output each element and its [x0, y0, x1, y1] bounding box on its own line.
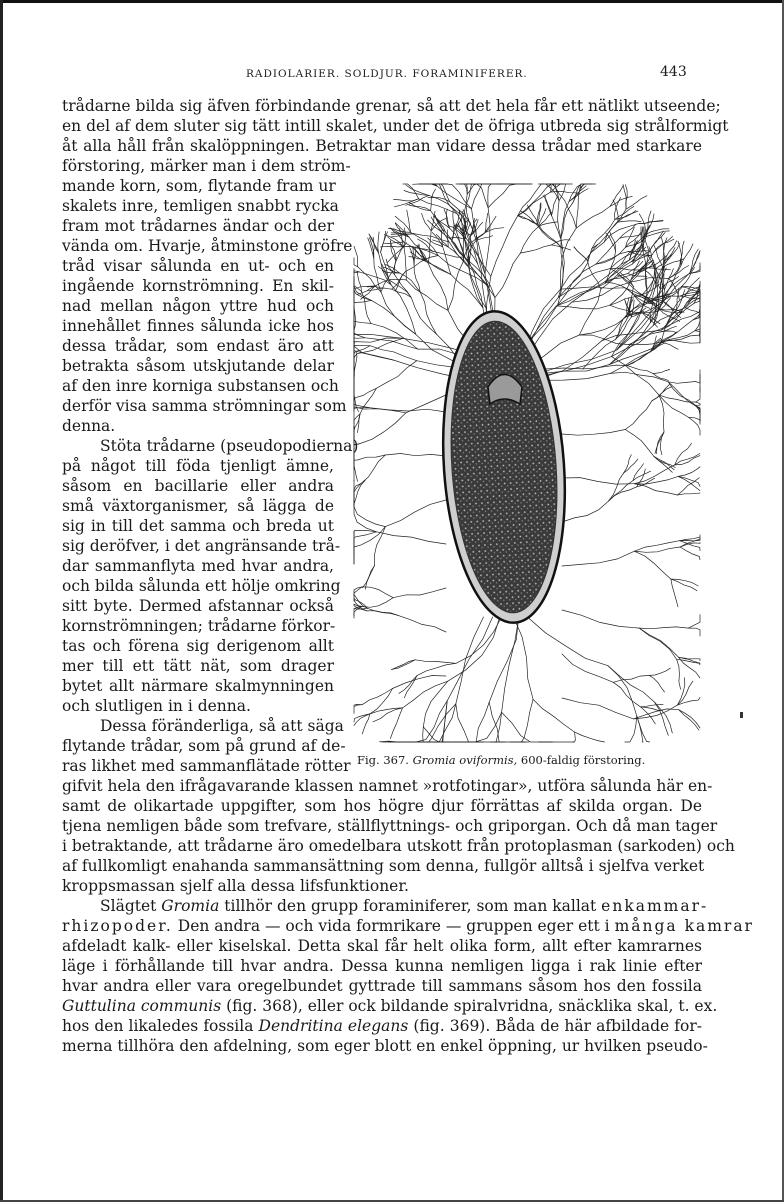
column-text-line: och bilda sålunda ett hölje omkring: [62, 577, 341, 595]
pseudopodium-filament: [370, 689, 393, 714]
pseudopodium-filament: [362, 598, 393, 608]
text-line: af fullkomligt enahanda sammansättning som denna, fullgör alltså i sjelfva verket: [62, 857, 705, 875]
pseudopodium-filament: [456, 617, 484, 704]
pseudopodium-filament: [428, 263, 448, 311]
emphasized-term: många kamrar: [614, 917, 754, 935]
pseudopodium-filament: [502, 617, 519, 712]
pseudopodium-filament: [354, 460, 358, 482]
pseudopodium-filament: [354, 532, 377, 541]
pseudopodium-filament: [575, 732, 605, 742]
pseudopodium-filament: [626, 196, 647, 209]
pseudopodium-filament: [393, 676, 447, 689]
pseudopodium-filament: [637, 716, 650, 742]
column-text-line: dessa trådar, som endast äro att: [62, 337, 334, 355]
pseudopodium-filament: [677, 659, 681, 689]
gromia-oviformis-illustration: [352, 182, 702, 747]
pseudopodium-filament: [456, 617, 501, 663]
figure-number: Fig. 367.: [357, 753, 409, 767]
pseudopodium-filament: [654, 702, 668, 736]
column-text-line: flytande trådar, som på grund af de-: [62, 737, 346, 755]
column-text-line: betrakta såsom utskjutande delar: [62, 357, 334, 375]
pseudopodium-filament: [495, 253, 521, 298]
pseudopodium-filament: [689, 628, 701, 636]
pseudopodium-filament: [562, 698, 634, 719]
page-scan-border-top: [0, 0, 784, 3]
pseudopodium-filament: [414, 234, 449, 243]
pseudopodium-filament: [431, 189, 436, 211]
pseudopodium-filament: [420, 292, 436, 334]
pseudopodium-filament: [446, 209, 449, 228]
pseudopodium-filament: [521, 699, 533, 742]
pseudopodium-filament: [569, 186, 586, 202]
pseudopodium-filament: [654, 246, 663, 268]
pseudopodium-filament: [561, 203, 573, 238]
pseudopodium-filament: [371, 323, 418, 349]
pseudopodium-filament: [696, 404, 701, 405]
text-span: Den andra — och vida formrikare — gruppen eger ett i: [172, 917, 615, 935]
pseudopodium-filament: [613, 682, 640, 707]
pseudopodium-filament: [502, 712, 539, 742]
genus-name: Guttulina communis: [62, 997, 222, 1015]
text-span: tillhör den grupp foraminiferer, som man kallat: [219, 897, 602, 915]
pseudopodium-filament: [491, 216, 518, 276]
pseudopodium-filament: [618, 221, 641, 222]
pseudopodium-filament: [685, 308, 700, 315]
pseudopodium-filament: [583, 339, 616, 369]
pseudopodium-filament: [642, 279, 655, 296]
pseudopodium-filament: [647, 268, 670, 270]
pseudopodium-filament: [456, 704, 470, 742]
pseudopodium-filament: [448, 261, 464, 310]
pseudopodium-filament: [639, 628, 676, 659]
pseudopodium-filament: [579, 289, 600, 335]
pseudopodium-filament: [527, 617, 608, 666]
text-line: tjena nemligen både som trefvare, ställflyttnings- och griporgan. Och då man tager: [62, 817, 718, 835]
pseudopodium-filament: [573, 732, 576, 742]
column-text-line: Stöta trådarne (pseudopodierna): [100, 437, 359, 455]
pseudopodium-filament: [678, 493, 701, 495]
pseudopodium-filament: [354, 345, 370, 347]
figure-species-name: Gromia oviformis,: [412, 753, 518, 767]
pseudopodium-filament: [562, 551, 634, 566]
page-scan-border-left: [0, 0, 3, 1202]
pseudopodium-filament: [678, 476, 700, 490]
pseudopodium-filament: [663, 340, 699, 343]
pseudopodium-filament: [616, 317, 632, 339]
pseudopodium-filament: [660, 342, 678, 349]
pseudopodium-filament: [473, 702, 490, 742]
pseudopodium-filament: [574, 247, 588, 261]
text-line: en del af dem sluter sig tätt intill skalet, under det de öfriga utbreda sig strålformigt: [62, 117, 729, 135]
pseudopodium-filament: [675, 454, 700, 465]
pseudopodium-filament: [576, 206, 610, 228]
column-text-line: innehållet finnes sålunda icke hos: [62, 317, 334, 335]
text-line: [62, 917, 754, 936]
pseudopodium-filament: [633, 464, 643, 481]
column-text-line: fram mot trådarnes ändar och der: [62, 217, 334, 235]
pseudopodium-filament: [384, 242, 404, 244]
pseudopodium-filament: [649, 668, 670, 675]
pseudopodium-filament: [602, 330, 662, 341]
column-text-line: små växtorganismer, så lägga de: [62, 497, 334, 515]
pseudopodium-filament: [365, 566, 374, 590]
column-text-line: bytet allt närmare skalmynningen: [62, 677, 334, 695]
text-line: trådarne bilda sig äfven förbindande grenar, så att det hela får ett nätlikt utseende;: [62, 97, 721, 115]
pseudopodium-filament: [468, 267, 486, 309]
pseudopodium-filament: [362, 587, 393, 598]
pseudopodium-filament: [376, 361, 416, 389]
pseudopodium-filament: [372, 300, 416, 334]
pseudopodium-filament: [538, 212, 551, 227]
column-text-line: tas och förena sig derigenom allt: [62, 637, 334, 655]
column-text-line: och slutligen in i denna.: [62, 697, 251, 715]
pseudopodium-filament: [488, 184, 516, 208]
pseudopodium-filament: [625, 430, 654, 457]
scan-speck: [740, 712, 743, 718]
pseudopodium-filament: [562, 501, 609, 522]
text-line: åt alla håll från skalöppningen. Betraktar man vidare dessa trådar med starkare: [62, 137, 702, 155]
pseudopodium-filament: [354, 507, 385, 527]
pseudopodium-filament: [640, 705, 663, 707]
pseudopodium-filament: [354, 320, 371, 324]
column-text-line: sig in till det samma och breda ut: [62, 517, 334, 535]
emphasized-term: enkammar-: [601, 897, 709, 915]
pseudopodium-filament: [596, 247, 626, 264]
pseudopodium-filament: [696, 387, 700, 402]
page-number: 443: [660, 64, 687, 80]
pseudopodium-filament: [354, 246, 358, 267]
pseudopodium-filament: [354, 300, 372, 307]
pseudopodium-filament: [625, 716, 637, 742]
pseudopodium-filament: [354, 444, 359, 460]
column-text-line: Dessa föränderliga, så att säga: [100, 717, 344, 735]
running-header: RADIOLARIER. SOLDJUR. FORAMINIFERER.: [246, 68, 528, 80]
pseudopodium-filament: [689, 418, 700, 422]
pseudopodium-filament: [646, 229, 669, 235]
text-line: gifvit hela den ifrågavarande klassen namnet »rotfotingar», utföra sålunda här en-: [62, 777, 713, 795]
pseudopodium-filament: [699, 317, 700, 335]
text-span: (fig. 368), eller ock bildande spiralvridna, snäcklika skal, t. ex.: [221, 997, 718, 1015]
pseudopodium-filament: [423, 681, 448, 727]
pseudopodium-filament: [552, 195, 559, 216]
column-text-line: dar sammanflyta med hvar andra,: [62, 557, 334, 575]
pseudopodium-filament: [634, 551, 671, 579]
pseudopodium-filament: [354, 504, 377, 532]
pseudopodium-filament: [377, 532, 447, 544]
pseudopodium-filament: [419, 199, 458, 214]
pseudopodium-filament: [394, 274, 411, 297]
column-text-line: såsom en bacillarie eller andra: [62, 477, 334, 495]
pseudopodium-filament: [417, 663, 456, 675]
pseudopodium-filament: [387, 247, 403, 263]
pseudopodium-filament: [470, 263, 483, 307]
pseudopodium-filament: [556, 283, 605, 306]
text-line: [62, 997, 718, 1016]
pseudopodium-filament: [640, 707, 655, 724]
pseudopodium-filament: [361, 455, 386, 484]
pseudopodium-filament: [634, 709, 679, 719]
pseudopodium-filament: [609, 473, 624, 501]
pseudopodium-filament: [671, 579, 678, 607]
pseudopodium-filament: [639, 627, 688, 629]
pseudopodium-filament: [354, 333, 365, 338]
pseudopodium-filament: [415, 660, 456, 664]
genus-name: Dendritina elegans: [258, 1017, 409, 1035]
pseudopodium-filament: [391, 285, 416, 334]
column-text-line: sitt byte. Dermed afstannar också: [62, 597, 334, 615]
pseudopodium-filament: [652, 384, 670, 401]
pseudopodium-filament: [403, 184, 419, 199]
pseudopodium-filament: [354, 587, 362, 596]
pseudopodium-filament: [612, 357, 659, 395]
pseudopodium-filament: [448, 617, 500, 681]
column-text-line: af den inre korniga substansen och: [62, 377, 339, 395]
emphasized-term: rhizopoder.: [62, 917, 173, 935]
text-span: Slägtet: [100, 897, 162, 915]
pseudopodium-filament: [678, 467, 700, 477]
genus-name: Gromia: [161, 897, 220, 915]
text-line: merna tillhöra den afdelning, som eger blott en enkel öppning, ur hvilken pseudo-: [62, 1037, 708, 1055]
pseudopodium-filament: [378, 232, 379, 253]
pseudopodium-filament: [392, 660, 416, 670]
pseudopodium-filament: [385, 500, 446, 527]
pseudopodium-filament: [610, 186, 623, 207]
column-text-line: skalets inre, temligen snabbt rycka: [62, 197, 339, 215]
pseudopodium-filament: [605, 282, 635, 296]
figure-magnification: 600-faldig förstoring.: [517, 753, 646, 767]
pseudopodium-filament: [653, 370, 670, 374]
text-line: [62, 1017, 702, 1036]
pseudopodium-filament: [447, 617, 492, 701]
text-line: kroppsmassan sjelf alla dessa lifsfunktioner.: [62, 877, 409, 895]
pseudopodium-filament: [690, 249, 698, 273]
pseudopodium-filament: [521, 227, 539, 253]
pseudopodium-filament: [668, 382, 700, 384]
pseudopodium-filament: [404, 676, 417, 698]
pseudopodium-filament: [680, 547, 700, 560]
column-text-line: kornströmningen; trådarne förkor-: [62, 617, 336, 635]
pseudopodium-filament: [659, 395, 689, 418]
column-text-line: sig deröfver, i det angränsande trå-: [62, 537, 341, 555]
pseudopodium-filament: [626, 227, 635, 247]
pseudopodium-filament: [367, 611, 398, 616]
pseudopodium-filament: [634, 547, 680, 552]
pseudopodium-filament: [423, 727, 445, 742]
pseudopodium-filament: [462, 712, 502, 742]
pseudopodium-filament: [447, 230, 448, 247]
column-text-line: ingående kornströmning. En skil-: [62, 277, 334, 295]
pseudopodium-filament: [472, 209, 486, 274]
text-line: i betraktande, att trådarne äro omedelbara utskott från protoplasman (sarkoden) och: [62, 837, 735, 855]
pseudopodium-filament: [419, 244, 426, 260]
pseudopodium-filament: [627, 366, 653, 374]
figure-caption: [357, 753, 645, 767]
pseudopodium-filament: [354, 339, 393, 360]
pseudopodium-filament: [354, 608, 367, 609]
text-line: samt de olikartade uppgifter, som hos högre djur förrättas af skilda organ. De: [62, 797, 702, 815]
pseudopodium-filament: [451, 274, 483, 307]
pseudopodium-filament: [562, 430, 625, 436]
pseudopodium-filament: [406, 280, 448, 311]
pseudopodium-filament: [679, 710, 699, 730]
pseudopodium-filament: [485, 208, 490, 274]
pseudopodium-filament: [381, 232, 388, 252]
column-text-line: denna.: [62, 417, 116, 435]
pseudopodium-filament: [689, 615, 701, 629]
text-line: afdeladt kalk- eller kiselskal. Detta skal får helt olika form, allt efter kamrarnes: [62, 937, 702, 955]
pseudopodium-filament: [649, 675, 664, 692]
text-line: [62, 897, 709, 916]
pseudopodium-filament: [398, 615, 446, 632]
pseudopodium-filament: [359, 413, 406, 444]
column-text-line: derför visa samma strömningar som: [62, 397, 347, 415]
pseudopodium-filament: [367, 608, 398, 615]
pseudopodium-filament: [411, 297, 437, 334]
pseudopodium-filament: [562, 654, 613, 682]
pseudopodium-filament: [604, 224, 638, 243]
pseudopodium-filament: [494, 712, 502, 742]
pseudopodium-filament: [562, 610, 639, 628]
pseudopodium-filament: [469, 264, 483, 308]
pseudopodium-filament: [390, 708, 402, 739]
column-text-line: mer till ett tätt nät, som drager: [62, 657, 334, 675]
pseudopodium-filament: [630, 278, 668, 283]
pseudopodium-filament: [605, 262, 632, 282]
pseudopodium-filament: [489, 617, 519, 702]
pseudopodium-filament: [514, 617, 534, 699]
pseudopodium-filament: [696, 402, 700, 405]
column-text-line: nad mellan någon yttre hud och: [62, 297, 334, 315]
pseudopodium-filament: [456, 230, 464, 261]
pseudopodium-filament: [634, 541, 679, 552]
pseudopodium-filament: [354, 438, 359, 445]
pseudopodium-filament: [689, 418, 700, 436]
pseudopodium-filament: [618, 211, 638, 222]
pseudopodium-filament: [466, 194, 473, 229]
text-span: (fig. 369). Båda de här afbildade for-: [408, 1017, 703, 1035]
pseudopodium-filament: [608, 666, 637, 716]
pseudopodium-filament: [678, 478, 700, 495]
pseudopodium-filament: [354, 705, 362, 714]
pseudopodium-filament: [393, 588, 446, 598]
pseudopodium-filament: [354, 480, 365, 504]
pseudopodium-filament: [354, 338, 403, 358]
pseudopodium-filament: [624, 459, 638, 473]
text-line: hvar andra eller vara oregelbundet gyttrade till sammans såsom hos den fossila: [62, 977, 702, 995]
pseudopodium-filament: [625, 401, 652, 430]
column-text-line: vända om. Hvarje, åtminstone gröfre: [62, 237, 353, 255]
column-text-line: tråd visar sålunda en ut- och en: [62, 257, 334, 275]
column-text-line: på något till föda tjenligt ämne,: [62, 457, 334, 475]
pseudopodium-filament: [461, 184, 467, 194]
pseudopodium-filament: [634, 484, 677, 495]
pseudopodium-filament: [370, 408, 447, 412]
pseudopodium-filament: [664, 243, 680, 262]
pseudopodium-filament: [533, 699, 575, 732]
column-text-line: mande korn, som, flytande fram ur: [62, 177, 336, 195]
column-text-line: ras likhet med sammanflätade rötter: [62, 757, 351, 775]
pseudopodium-filament: [385, 454, 446, 457]
text-line: läge i förhållande till hvar andra. Dessa kunna nemligen ligga i rak linie efter: [62, 957, 702, 975]
pseudopodium-filament: [596, 238, 620, 264]
text-span: hos den likaledes fossila: [62, 1017, 259, 1035]
pseudopodium-filament: [646, 231, 669, 237]
column-text-line: förstoring, märker man i dem ström-: [62, 157, 351, 175]
pseudopodium-filament: [659, 395, 664, 432]
pseudopodium-filament: [404, 248, 406, 280]
pseudopodium-filament: [562, 478, 634, 485]
pseudopodium-filament: [521, 245, 552, 253]
